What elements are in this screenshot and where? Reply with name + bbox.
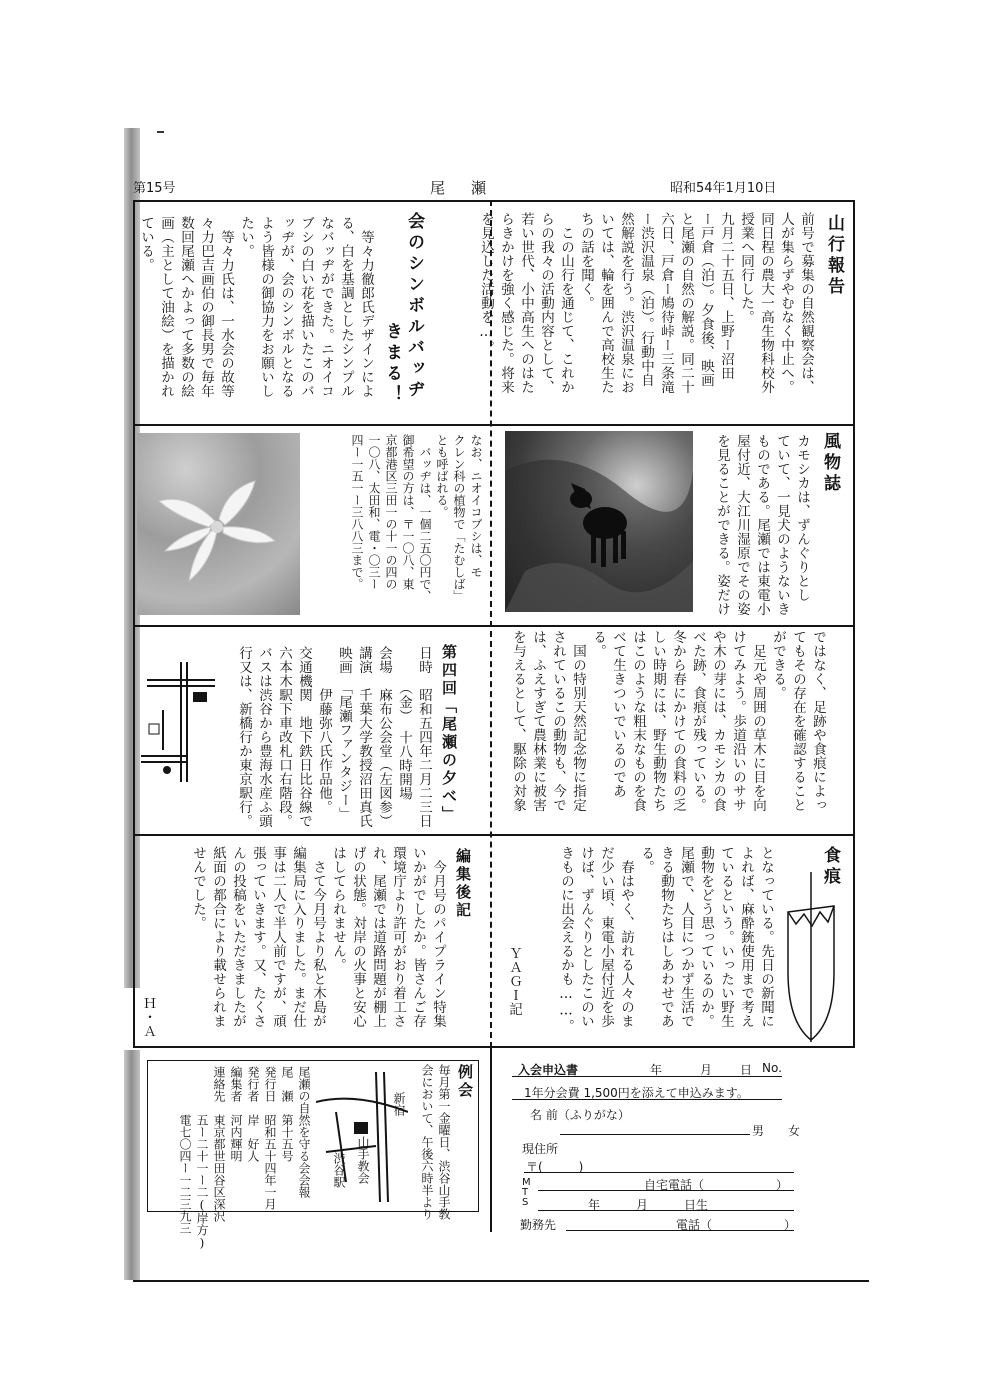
form-postal[interactable]: 〒( ): [526, 1160, 584, 1174]
henshu-heading: 編集後記: [454, 848, 472, 920]
binding-edge-lower: [124, 1050, 140, 1280]
shibuya-map: [316, 1072, 408, 1202]
form-address-label[interactable]: 現住所: [522, 1142, 559, 1156]
form-phone-line[interactable]: [538, 1190, 794, 1191]
speck: [157, 131, 164, 133]
henshu-body: 今月号のパイプライン特集 いかがでしたか。皆さんご存 環境庁より許可がおり着工さ れ、尾瀬では道路問題が棚上 げの状態。対岸の火事と安心 はしてられません。 さて今月号より私と木島が 編集局に入りました。まだ仕 事は二人で半人前ですが、頑 張っていきます。又、たくさ んの投稿をいただきましたが 紙面の都合により載せられま せんでした。: [190, 846, 446, 1028]
form-name-label[interactable]: 名 前（ふりがな）: [530, 1108, 630, 1122]
form-name-line[interactable]: [560, 1134, 750, 1135]
reikai-body: 毎月第一金曜日、渋谷山手教 会において、午後六時半より: [420, 1064, 451, 1220]
fubutsu-signature: ＹＡＧＩ記: [506, 946, 522, 1016]
shokkon-heading: 食痕: [820, 846, 840, 888]
fubutsu-body: カモシカは、ずんぐりとし ていて、一見犬のようないき ものである。尾瀬では東電小 屋付近、大江川湿原でその姿 を見ることができる。姿だけ: [714, 434, 810, 616]
badge-heading-2: きまる！: [382, 322, 402, 406]
fubutsu-heading: 風物誌: [820, 432, 840, 495]
form-month: 月: [700, 1063, 713, 1077]
fubutsu-body-3: となっている。先日の新聞に よれば、麻酔銃使用まで考え ているという。いったい野生 動物をどう思っているのか。 尾瀬で、人目につかず生活で きる動物たちはしあわせであ る。 春はやく、訪れる人々のま だ少い頃、東電小屋付近を歩 けば、ずんぐりとしたこのい きものに出会えるかも……。: [558, 846, 774, 1033]
map-label-station: 渋谷駅: [332, 1152, 346, 1188]
form-fee-note: 1年分会費 1,500円を添えて申込みます。: [524, 1086, 749, 1100]
fubutsu-body-2: ではなく、足跡や食痕によっ てもその存在を確認すること ができる。 足元や周囲の草木に目を向 けてみよう。歩道沿いのササ や木の芽には、カモシカの食 べた跡、食痕が残っている。 冬から春にかけての食料の乏 しい時期には、野生動物たち はこのような粗末なものを食 べて生きついでいるのであ る。 国の特別天然記念物に指定 されているこの動物も、今で は、ふえすぎて農林業に被害 を与えるとして、駆除の対象: [510, 630, 826, 812]
issue-date: 昭和54年1月10日: [670, 181, 777, 196]
form-work-phone[interactable]: 電話（ ）: [676, 1218, 797, 1232]
form-rule-top: [512, 1076, 782, 1077]
form-rule-fee: [512, 1099, 782, 1100]
leaf-icon: [776, 872, 846, 1042]
nioikobushi-drawing: [137, 433, 300, 615]
form-home-phone[interactable]: 自宅電話（ ）: [644, 1178, 789, 1192]
venue-map: [137, 652, 219, 787]
bottom-divider: [490, 1048, 492, 1232]
form-birth-line[interactable]: [538, 1210, 794, 1211]
colophon: 尾瀬の自然を守る会会報 尾 瀬 第十五号 発行日 昭和五十四年一月 発行者 岸 好人 編集者 河内輝明 連絡先 東京都世田谷区深沢 五ー二十一ー二(岸方) 電七〇四ー一二三九三: [178, 1066, 311, 1250]
kamoshika-photo: [505, 431, 693, 612]
rule-h1: [133, 424, 855, 426]
form-day: 日: [740, 1063, 753, 1077]
yama-body: 前号で募集の自然観察会は、 人が集らずやむなく中止へ。 同日程の農大一高生物科校外 授業へ同行した。 九月二十五日、上野ー沼田 ー戸倉（泊）。夕食後、映画 と尾瀬の自然の解説。同二十 六日、戸倉ー鳩待峠ー三条滝 ー渋沢温泉（泊）。行動中自 然解説を行う。渋沢温泉にお いては、輪を囲んで高校生た ちの話を聞く。 この山行を通じて、これか らの我々の活動内容として、 若い世代、小中高生へのはた らきかけを強く感じた。将来 を見込した活動を…。: [478, 212, 814, 394]
badge-body: 等々力徹郎氏デザインによ る、白を基調としたシンプル なバッヂができた。ニオイコ ブシの白い花を描いたこのバ ッヂが、会のシンボルとなる よう皆様の御協力をお願いし たい。 等々力氏は、一水会の故等 々力巴吉画伯の御長男で毎年 数回尾瀬へかよって多数の絵 画（主として油絵）を描かれ ている。: [138, 216, 374, 398]
form-gender[interactable]: 男 女: [752, 1124, 801, 1138]
flower-icon: [137, 433, 300, 615]
flower-note: なお、ニオイコブシは、モ クレン科の植物で「たむしば」 とも呼ばれる。 バッヂは、一個二五〇円で、 御希望の方は、〒一〇八、東 京都港区三田一の十一の四の 一〇八、太田和、電・〇三ー 四ー一五一ー三八八三まで。: [350, 434, 483, 602]
form-address-line[interactable]: [524, 1172, 794, 1173]
form-birth[interactable]: 年 月 日生: [588, 1198, 709, 1212]
reikai-heading: 例会: [456, 1064, 474, 1100]
form-era: M T S: [522, 1177, 531, 1208]
form-no: No.: [762, 1061, 782, 1075]
shokkon-illustration: [776, 872, 846, 1042]
map-azabu: [137, 652, 219, 787]
form-title: 入会申込書: [518, 1063, 579, 1077]
rule-h3: [133, 834, 855, 836]
yube-body: 日時 昭和五四年二月二三日 （金） 十八時開場 会場 麻布公会堂（左図参） 講演 千葉大学教授沼田真氏 映画 「尾瀬ファンタジー」 伊藤弥八氏作品他。 交通機関 地下鉄日比谷線で 六本木駅下車改札口右階段。 バスは渋谷から豊海水産ふ頭 行又は、新橋行か東京駅行。: [236, 646, 432, 828]
rule-h2: [133, 625, 855, 627]
serow-illustration: [505, 431, 693, 612]
map-label-shinjuku: 新宿: [392, 1092, 406, 1116]
henshu-signature: Ｈ・Ａ: [140, 996, 156, 1038]
form-work-label[interactable]: 勤務先: [520, 1218, 557, 1232]
form-work-line[interactable]: [566, 1230, 794, 1231]
map-label-church: 山手教会: [356, 1136, 370, 1184]
yama-heading: 山行報告: [824, 214, 844, 298]
newsletter-title: 尾瀬: [430, 179, 513, 197]
issue-number: 第15号: [133, 181, 176, 196]
bottom-rule: [133, 1280, 869, 1282]
badge-heading: 会のシンボルバッヂ: [404, 212, 424, 401]
form-year: 年: [650, 1063, 663, 1077]
yube-heading: 第四回「尾瀬の夕べ」: [440, 644, 458, 824]
